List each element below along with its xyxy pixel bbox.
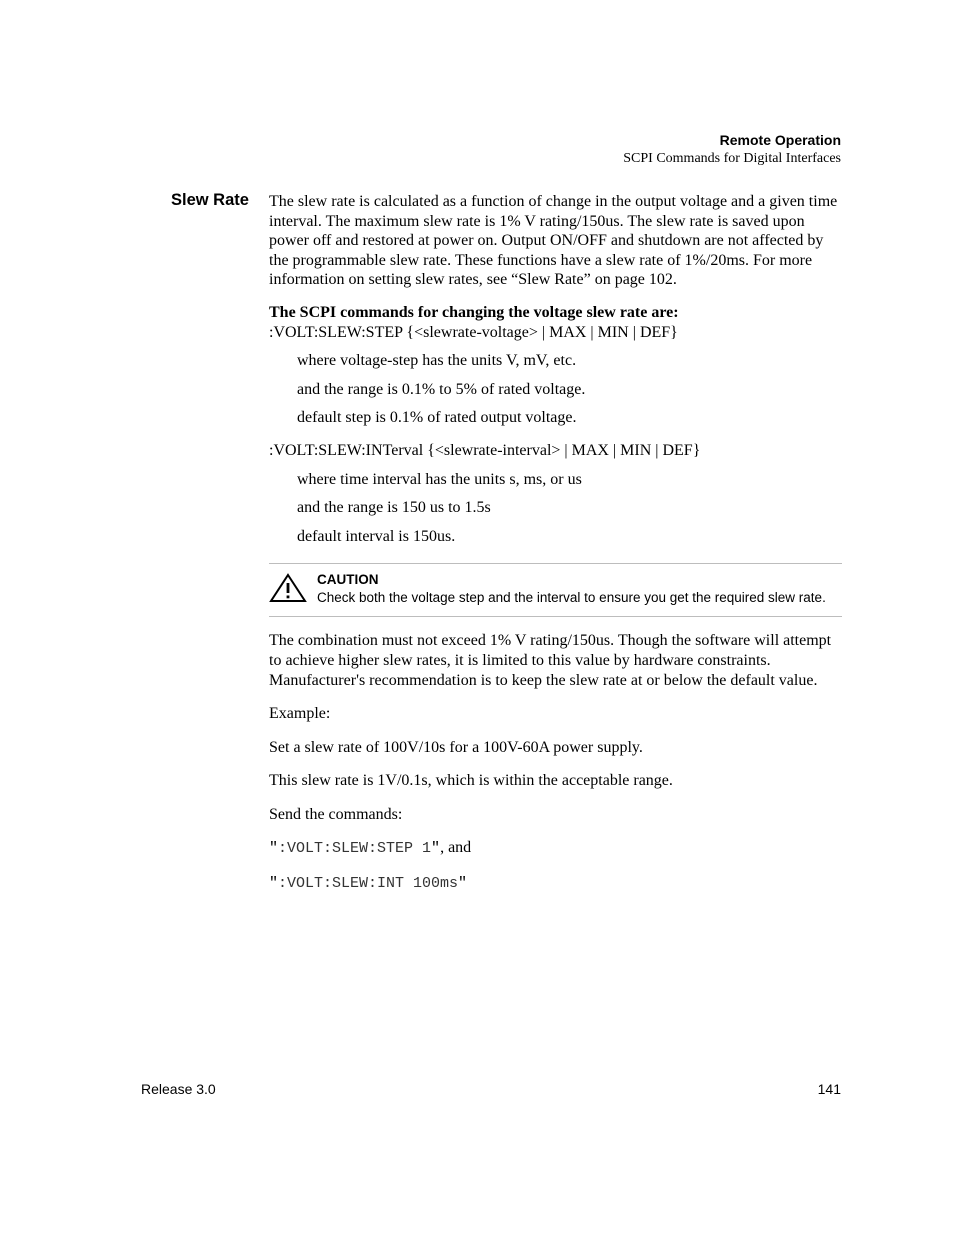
intro-paragraph: The slew rate is calculated as a function of change in the output voltage and a given time interval. The maximum slew rate is 1% V rating/150us. The slew rate is saved upon power off and restored at power on. Output ON/OFF and shutdown are not affected by the programmable slew rate. These functions have a slew rate of 1%/20ms. For more information on setting slew rates, see “Slew Rate” on page 102. [269, 193, 838, 289]
step-note-range: and the range is 0.1% to 5% of rated voltage. [297, 380, 586, 398]
interval-command: :VOLT:SLEW:INTerval {<slewrate-interval> | MAX | MIN | DEF} [269, 441, 701, 459]
caution-text: Check both the voltage step and the interval to ensure you get the required slew rate. [317, 590, 826, 606]
code-quote: " [431, 840, 441, 858]
example-label: Example: [269, 705, 331, 723]
running-header [623, 131, 841, 168]
interval-note-range: and the range is 150 us to 1.5s [297, 499, 491, 517]
example-set: Set a slew rate of 100V/10s for a 100V-60A power supply. [269, 738, 643, 756]
interval-note-default: default interval is 150us. [297, 527, 456, 545]
send-label: Send the commands: [269, 805, 403, 823]
step-note-default: default step is 0.1% of rated output voltage. [297, 409, 577, 427]
caution-title: CAUTION [317, 572, 379, 588]
warning-triangle-icon [269, 573, 307, 603]
code-line-interval [269, 873, 842, 894]
step-note-units: where voltage-step has the units V, mV, etc. [297, 352, 577, 370]
code-interval-command: :VOLT:SLEW:INT 100ms [278, 875, 459, 893]
example-range: This slew rate is 1V/0.1s, which is within the acceptable range. [269, 772, 673, 790]
section-title: SCPI Commands for Digital Interfaces [623, 151, 841, 166]
caution-box [269, 563, 842, 617]
chapter-title: Remote Operation [719, 132, 841, 148]
side-heading: Slew Rate [171, 191, 249, 209]
interval-note-units: where time interval has the units s, ms, or us [297, 470, 582, 488]
code-suffix: , and [440, 839, 472, 857]
footer-page-number: 141 [817, 1081, 841, 1097]
footer-release: Release 3.0 [141, 1081, 216, 1097]
code-quote: " [269, 875, 279, 893]
commands-heading: The SCPI commands for changing the voltage slew rate are: [269, 303, 679, 321]
main-content [269, 192, 842, 894]
step-command: :VOLT:SLEW:STEP {<slewrate-voltage> | MAX | MIN | DEF} [269, 323, 678, 341]
combination-paragraph: The combination must not exceed 1% V rating/150us. Though the software will attempt to achieve higher slew rates, it is limited to this value by hardware constraints. Manufacturer's recommendation is to keep the slew rate at or below the default value. [269, 632, 832, 689]
code-step-command: :VOLT:SLEW:STEP 1 [278, 840, 432, 858]
code-quote: " [269, 840, 279, 858]
code-quote: " [458, 875, 468, 893]
code-line-step [269, 838, 842, 859]
